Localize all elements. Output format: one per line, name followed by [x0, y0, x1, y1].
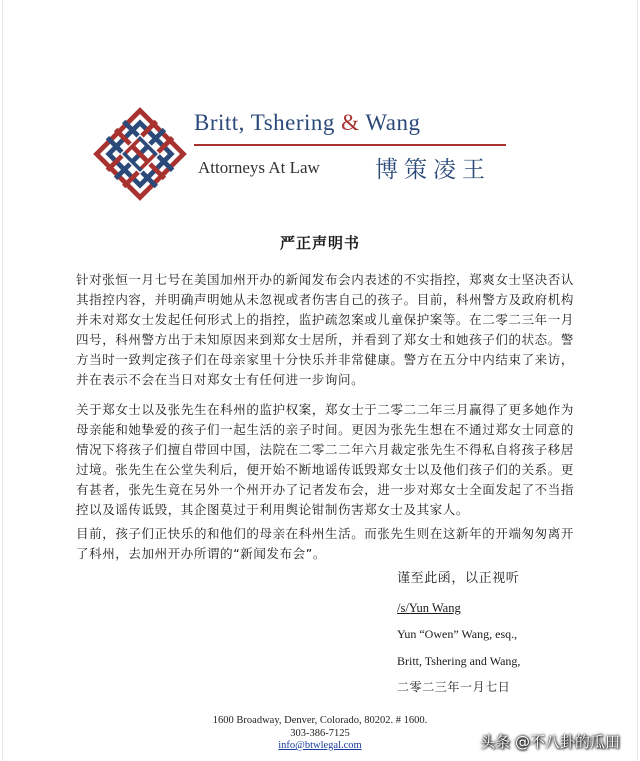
firm-name-chinese: 博策凌王 — [375, 157, 491, 183]
firm-tagline: Attorneys At Law — [198, 158, 320, 177]
signature-signed: /s/Yun Wang — [397, 601, 461, 615]
firm-name-ampersand: & — [341, 110, 360, 135]
body-paragraph-2: 关于郑女士以及张先生在科州的监护权案，郑女士于二零二二年三月赢得了更多她作为母亲能和她挚爱的孩子们一起生活的亲子时间。更因为张先生想在不通过郑女士同意的情况下将孩子们擅自带回中国，法院在二零二二年六月裁定张先生不得私自将孩子移居过境。张先生在公堂失利后，便开始不断地谣传诋毁郑女士以及他们孩子们的关系。更有甚者，张先生竟在另外一个州开办了记者发布会，进一步对郑女士全面发起了不当指控以及谣传诋毁，其企图莫过于利用舆论钳制伤害郑女士及其家人。 — [76, 402, 574, 517]
document-title: 严正声明书 — [279, 234, 360, 252]
footer-email-link[interactable]: info@btwlegal.com — [278, 740, 362, 751]
footer-address: 1600 Broadway, Denver, Colorado, 80202. # 1600. — [212, 715, 428, 726]
watermark-text: 头条 @不八卦的瓜田 — [480, 733, 620, 751]
firm-name-part1: Britt, Tshering — [194, 110, 342, 135]
body-paragraph-1: 针对张恒一月七号在美国加州开办的新闻发布会内表述的不实指控，郑爽女士坚决否认其指控内容，并明确声明她从未忽视或者伤害自己的孩子。目前，科州警方及政府机构并未对郑女士发起任何形式上的指控，监护疏忽案或儿童保护案等。在二零二三年一月四号，科州警方出于未知原因来到郑女士居所，并看到了郑女士和她孩子们的状态。警方当时一致判定孩子们在母亲家里十分快乐并非常健康。警方在五分中内结束了来访，并在表示不会在当日对郑女士有任何进一步询问。 — [76, 272, 574, 387]
endless-knot-logo-icon — [92, 106, 188, 202]
signature-date: 二零二三年一月七日 — [397, 680, 511, 694]
signature-title-line2: Britt, Tshering and Wang, — [397, 654, 521, 668]
footer-phone: 303-386-7125 — [290, 728, 350, 739]
signature-closing: 谨至此函，以正视听 — [397, 571, 520, 586]
letterhead-divider — [194, 144, 506, 146]
body-paragraph-3: 目前，孩子们正快乐的和他们的母亲在科州生活。而张先生则在这新年的开端匆匆离开了科州，去加州开办所谓的“新闻发布会”。 — [76, 526, 574, 561]
signature-title-line1: Yun “Owen” Wang, esq., — [397, 627, 518, 641]
firm-name-part2: Wang — [359, 110, 421, 135]
firm-name — [194, 110, 420, 136]
